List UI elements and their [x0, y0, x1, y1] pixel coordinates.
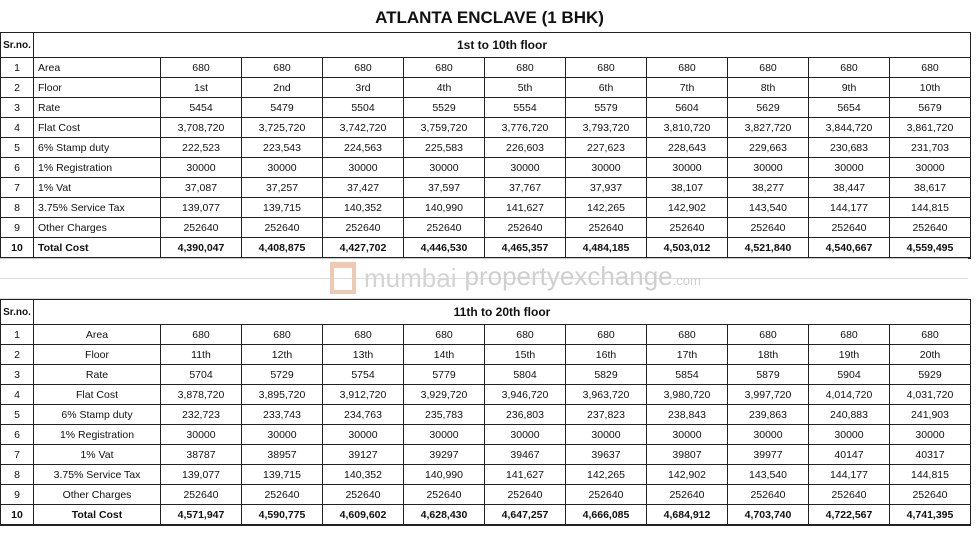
- cell-value: 3,742,720: [323, 118, 404, 138]
- cell-value: 8th: [728, 78, 809, 98]
- row-number: 7: [1, 178, 34, 198]
- cell-value: 252640: [161, 485, 242, 505]
- sheet-title: ATLANTA ENCLAVE (1 BHK): [375, 8, 604, 27]
- cell-value: 5529: [404, 98, 485, 118]
- row-label: 1% Vat: [34, 445, 161, 465]
- cell-value: 252640: [242, 485, 323, 505]
- cell-value: 5804: [485, 365, 566, 385]
- row-number: 9: [1, 485, 34, 505]
- cell-value: 5629: [728, 98, 809, 118]
- cell-value: 4,590,775: [242, 505, 323, 526]
- cell-value: 680: [242, 58, 323, 78]
- cell-value: 5554: [485, 98, 566, 118]
- cell-value: 30000: [809, 158, 890, 178]
- cell-value: 3,725,720: [242, 118, 323, 138]
- cell-value: 252640: [647, 218, 728, 238]
- cell-value: 236,803: [485, 405, 566, 425]
- row-number: 6: [1, 158, 34, 178]
- cell-value: 3,929,720: [404, 385, 485, 405]
- cell-value: 142,265: [566, 198, 647, 218]
- cell-value: 680: [809, 58, 890, 78]
- row-number: 3: [1, 98, 34, 118]
- cell-value: 37,767: [485, 178, 566, 198]
- cell-value: 6th: [566, 78, 647, 98]
- cell-value: 237,823: [566, 405, 647, 425]
- cell-value: 5579: [566, 98, 647, 118]
- table-row: [1, 118, 971, 138]
- cell-value: 239,863: [728, 405, 809, 425]
- cell-value: 680: [404, 325, 485, 345]
- cell-value: 5454: [161, 98, 242, 118]
- cell-value: 222,523: [161, 138, 242, 158]
- table-row: [1, 505, 971, 526]
- cell-value: 680: [485, 58, 566, 78]
- cell-value: 38,277: [728, 178, 809, 198]
- cell-value: 5854: [647, 365, 728, 385]
- cell-value: 30000: [890, 158, 971, 178]
- cell-value: 38,107: [647, 178, 728, 198]
- cell-value: 3,946,720: [485, 385, 566, 405]
- cell-value: 238,843: [647, 405, 728, 425]
- floor-range-heading: 11th to 20th floor: [34, 300, 971, 325]
- cell-value: 142,265: [566, 465, 647, 485]
- cell-value: 39807: [647, 445, 728, 465]
- cell-value: 5929: [890, 365, 971, 385]
- cell-value: 140,352: [323, 465, 404, 485]
- cell-value: 144,815: [890, 198, 971, 218]
- cell-value: 30000: [161, 158, 242, 178]
- cell-value: 5504: [323, 98, 404, 118]
- cell-value: 252640: [728, 485, 809, 505]
- cell-value: 4,465,357: [485, 238, 566, 259]
- cell-value: 14th: [404, 345, 485, 365]
- cell-value: 30000: [809, 425, 890, 445]
- table-row: [1, 218, 971, 238]
- watermark-text-suffix: .com: [672, 272, 701, 288]
- cell-value: 5779: [404, 365, 485, 385]
- cell-value: 3,861,720: [890, 118, 971, 138]
- cell-value: 4,540,667: [809, 238, 890, 259]
- cell-value: 4,571,947: [161, 505, 242, 526]
- cell-value: 30000: [242, 158, 323, 178]
- cell-value: 1st: [161, 78, 242, 98]
- cell-value: 252640: [809, 485, 890, 505]
- price-table-floors-11-20: [0, 299, 971, 526]
- cell-value: 9th: [809, 78, 890, 98]
- cell-value: 4,521,840: [728, 238, 809, 259]
- cell-value: 4,427,702: [323, 238, 404, 259]
- cell-value: 252640: [890, 218, 971, 238]
- cell-value: 226,603: [485, 138, 566, 158]
- row-label: 3.75% Service Tax: [34, 465, 161, 485]
- cell-value: 17th: [647, 345, 728, 365]
- cell-value: 143,540: [728, 198, 809, 218]
- cell-value: 3,827,720: [728, 118, 809, 138]
- cell-value: 141,627: [485, 465, 566, 485]
- cell-value: 144,815: [890, 465, 971, 485]
- cell-value: 230,683: [809, 138, 890, 158]
- cell-value: 10th: [890, 78, 971, 98]
- cell-value: 3rd: [323, 78, 404, 98]
- row-number: 10: [1, 505, 34, 526]
- row-number: 2: [1, 345, 34, 365]
- row-number: 9: [1, 218, 34, 238]
- cell-value: 30000: [404, 425, 485, 445]
- table-row: [1, 238, 971, 259]
- row-number: 6: [1, 425, 34, 445]
- row-number: 7: [1, 445, 34, 465]
- cell-value: 3,844,720: [809, 118, 890, 138]
- cell-value: 5604: [647, 98, 728, 118]
- cell-value: 680: [161, 58, 242, 78]
- table-row: [1, 178, 971, 198]
- table-row: [1, 405, 971, 425]
- cell-value: 143,540: [728, 465, 809, 485]
- cell-value: 4,741,395: [890, 505, 971, 526]
- table-row: [1, 158, 971, 178]
- cell-value: 4th: [404, 78, 485, 98]
- cell-value: 4,031,720: [890, 385, 971, 405]
- cell-value: 252640: [242, 218, 323, 238]
- cell-value: 140,352: [323, 198, 404, 218]
- cell-value: 19th: [809, 345, 890, 365]
- cell-value: 2nd: [242, 78, 323, 98]
- cell-value: 252640: [566, 218, 647, 238]
- cell-value: 139,077: [161, 198, 242, 218]
- cell-value: 252640: [890, 485, 971, 505]
- cell-value: 30000: [242, 425, 323, 445]
- cell-value: 139,077: [161, 465, 242, 485]
- sr-no-header: Sr.no.: [1, 33, 34, 58]
- cell-value: 39977: [728, 445, 809, 465]
- cell-value: 30000: [404, 158, 485, 178]
- cell-value: 233,743: [242, 405, 323, 425]
- cell-value: 40317: [890, 445, 971, 465]
- cell-value: 38,617: [890, 178, 971, 198]
- cell-value: 252640: [323, 218, 404, 238]
- cell-value: 240,883: [809, 405, 890, 425]
- cell-value: 3,912,720: [323, 385, 404, 405]
- row-label: 1% Vat: [34, 178, 161, 198]
- row-label: 6% Stamp duty: [34, 138, 161, 158]
- header-row: [1, 33, 971, 58]
- cell-value: 4,484,185: [566, 238, 647, 259]
- cell-value: 30000: [323, 425, 404, 445]
- row-number: 5: [1, 405, 34, 425]
- row-number: 1: [1, 58, 34, 78]
- row-label: Area: [34, 58, 161, 78]
- cell-value: 224,563: [323, 138, 404, 158]
- header-row: [1, 300, 971, 325]
- cell-value: 252640: [161, 218, 242, 238]
- cell-value: 4,722,567: [809, 505, 890, 526]
- row-number: 4: [1, 385, 34, 405]
- cell-value: 37,937: [566, 178, 647, 198]
- cell-value: 680: [242, 325, 323, 345]
- cell-value: 252640: [485, 218, 566, 238]
- cell-value: 252640: [647, 485, 728, 505]
- cell-value: 5679: [890, 98, 971, 118]
- cell-value: 30000: [566, 425, 647, 445]
- cell-value: 680: [647, 58, 728, 78]
- cell-value: 5704: [161, 365, 242, 385]
- row-number: 5: [1, 138, 34, 158]
- cell-value: 142,902: [647, 198, 728, 218]
- cell-value: 4,559,495: [890, 238, 971, 259]
- row-label: Area: [34, 325, 161, 345]
- cell-value: 11th: [161, 345, 242, 365]
- row-number: 2: [1, 78, 34, 98]
- cell-value: 680: [728, 325, 809, 345]
- cell-value: 3,895,720: [242, 385, 323, 405]
- cell-value: 4,408,875: [242, 238, 323, 259]
- cell-value: 5654: [809, 98, 890, 118]
- row-number: 3: [1, 365, 34, 385]
- table-row: [1, 425, 971, 445]
- cell-value: 252640: [404, 485, 485, 505]
- cell-value: 4,703,740: [728, 505, 809, 526]
- cell-value: 5904: [809, 365, 890, 385]
- cell-value: 37,427: [323, 178, 404, 198]
- cell-value: 30000: [647, 158, 728, 178]
- cell-value: 5th: [485, 78, 566, 98]
- cell-value: 680: [890, 58, 971, 78]
- table-row: [1, 445, 971, 465]
- cell-value: 4,390,047: [161, 238, 242, 259]
- row-label: Total Cost: [34, 238, 161, 259]
- cell-value: 5879: [728, 365, 809, 385]
- table-row: [1, 345, 971, 365]
- cell-value: 680: [890, 325, 971, 345]
- cell-value: 225,583: [404, 138, 485, 158]
- cell-value: 38787: [161, 445, 242, 465]
- cell-value: 39127: [323, 445, 404, 465]
- cell-value: 30000: [485, 425, 566, 445]
- row-label: Floor: [34, 78, 161, 98]
- cell-value: 30000: [647, 425, 728, 445]
- cell-value: 37,257: [242, 178, 323, 198]
- cell-value: 229,663: [728, 138, 809, 158]
- watermark-text: mumbai: [364, 263, 457, 293]
- row-label: Other Charges: [34, 218, 161, 238]
- row-label: 3.75% Service Tax: [34, 198, 161, 218]
- row-label: Rate: [34, 98, 161, 118]
- cell-value: 40147: [809, 445, 890, 465]
- cell-value: 3,793,720: [566, 118, 647, 138]
- cell-value: 680: [809, 325, 890, 345]
- watermark-text-main: propertyexchange: [464, 260, 673, 291]
- cell-value: 20th: [890, 345, 971, 365]
- row-label: 1% Registration: [34, 425, 161, 445]
- cell-value: 139,715: [242, 198, 323, 218]
- cell-value: 252640: [485, 485, 566, 505]
- cell-value: 142,902: [647, 465, 728, 485]
- cell-value: 3,776,720: [485, 118, 566, 138]
- cell-value: 252640: [323, 485, 404, 505]
- cell-value: 4,628,430: [404, 505, 485, 526]
- cell-value: 234,763: [323, 405, 404, 425]
- cell-value: 3,963,720: [566, 385, 647, 405]
- cell-value: 252640: [566, 485, 647, 505]
- row-label: Total Cost: [34, 505, 161, 526]
- cell-value: 30000: [728, 158, 809, 178]
- cell-value: 5754: [323, 365, 404, 385]
- cell-value: 680: [404, 58, 485, 78]
- cell-value: 232,723: [161, 405, 242, 425]
- price-table-floors-1-10: [0, 32, 971, 259]
- cell-value: 680: [323, 58, 404, 78]
- row-number: 4: [1, 118, 34, 138]
- row-label: Rate: [34, 365, 161, 385]
- cell-value: 241,903: [890, 405, 971, 425]
- table-row: [1, 465, 971, 485]
- cell-value: 30000: [728, 425, 809, 445]
- row-number: 8: [1, 465, 34, 485]
- cell-value: 30000: [566, 158, 647, 178]
- cell-value: 680: [485, 325, 566, 345]
- cell-value: 144,177: [809, 465, 890, 485]
- cell-value: 5829: [566, 365, 647, 385]
- table-row: [1, 138, 971, 158]
- table-row: [1, 78, 971, 98]
- cell-value: 3,878,720: [161, 385, 242, 405]
- cell-value: 38957: [242, 445, 323, 465]
- cell-value: 15th: [485, 345, 566, 365]
- sr-no-header: Sr.no.: [1, 300, 34, 325]
- cell-value: 4,014,720: [809, 385, 890, 405]
- row-label: Flat Cost: [34, 118, 161, 138]
- cell-value: 30000: [161, 425, 242, 445]
- cell-value: 39637: [566, 445, 647, 465]
- cell-value: 4,446,530: [404, 238, 485, 259]
- cell-value: 4,684,912: [647, 505, 728, 526]
- cell-value: 223,543: [242, 138, 323, 158]
- cell-value: 38,447: [809, 178, 890, 198]
- table-row: [1, 198, 971, 218]
- row-label: Flat Cost: [34, 385, 161, 405]
- cell-value: 37,087: [161, 178, 242, 198]
- cell-value: 680: [566, 58, 647, 78]
- cell-value: 144,177: [809, 198, 890, 218]
- row-number: 10: [1, 238, 34, 259]
- cell-value: 680: [161, 325, 242, 345]
- cell-value: 12th: [242, 345, 323, 365]
- cell-value: 3,759,720: [404, 118, 485, 138]
- row-label: Floor: [34, 345, 161, 365]
- cell-value: 16th: [566, 345, 647, 365]
- cell-value: 228,643: [647, 138, 728, 158]
- cell-value: 139,715: [242, 465, 323, 485]
- cell-value: 13th: [323, 345, 404, 365]
- table-row: [1, 365, 971, 385]
- cell-value: 30000: [485, 158, 566, 178]
- row-label: 6% Stamp duty: [34, 405, 161, 425]
- cell-value: 3,980,720: [647, 385, 728, 405]
- empty-rows: [0, 258, 968, 299]
- cell-value: 252640: [728, 218, 809, 238]
- cell-value: 37,597: [404, 178, 485, 198]
- cell-value: 227,623: [566, 138, 647, 158]
- cell-value: 252640: [809, 218, 890, 238]
- row-number: 8: [1, 198, 34, 218]
- cell-value: 30000: [323, 158, 404, 178]
- cell-value: 30000: [890, 425, 971, 445]
- row-label: Other Charges: [34, 485, 161, 505]
- cell-value: 39467: [485, 445, 566, 465]
- cell-value: 5729: [242, 365, 323, 385]
- floor-range-heading: 1st to 10th floor: [34, 33, 971, 58]
- cell-value: 252640: [404, 218, 485, 238]
- cell-value: 4,647,257: [485, 505, 566, 526]
- row-number: 1: [1, 325, 34, 345]
- cell-value: 680: [647, 325, 728, 345]
- cell-value: 5479: [242, 98, 323, 118]
- cell-value: 7th: [647, 78, 728, 98]
- cell-value: 680: [323, 325, 404, 345]
- table-row: [1, 98, 971, 118]
- table-row: [1, 385, 971, 405]
- cell-value: 680: [566, 325, 647, 345]
- cell-value: 3,810,720: [647, 118, 728, 138]
- cell-value: 3,708,720: [161, 118, 242, 138]
- table-row: [1, 58, 971, 78]
- row-label: 1% Registration: [34, 158, 161, 178]
- table-row: [1, 485, 971, 505]
- cell-value: 231,703: [890, 138, 971, 158]
- cell-value: 680: [728, 58, 809, 78]
- table-row: [1, 325, 971, 345]
- cell-value: 39297: [404, 445, 485, 465]
- cell-value: 141,627: [485, 198, 566, 218]
- cell-value: 4,503,012: [647, 238, 728, 259]
- cell-value: 4,609,602: [323, 505, 404, 526]
- cell-value: 140,990: [404, 198, 485, 218]
- cell-value: 140,990: [404, 465, 485, 485]
- cell-value: 3,997,720: [728, 385, 809, 405]
- cell-value: 235,783: [404, 405, 485, 425]
- cell-value: 18th: [728, 345, 809, 365]
- cell-value: 4,666,085: [566, 505, 647, 526]
